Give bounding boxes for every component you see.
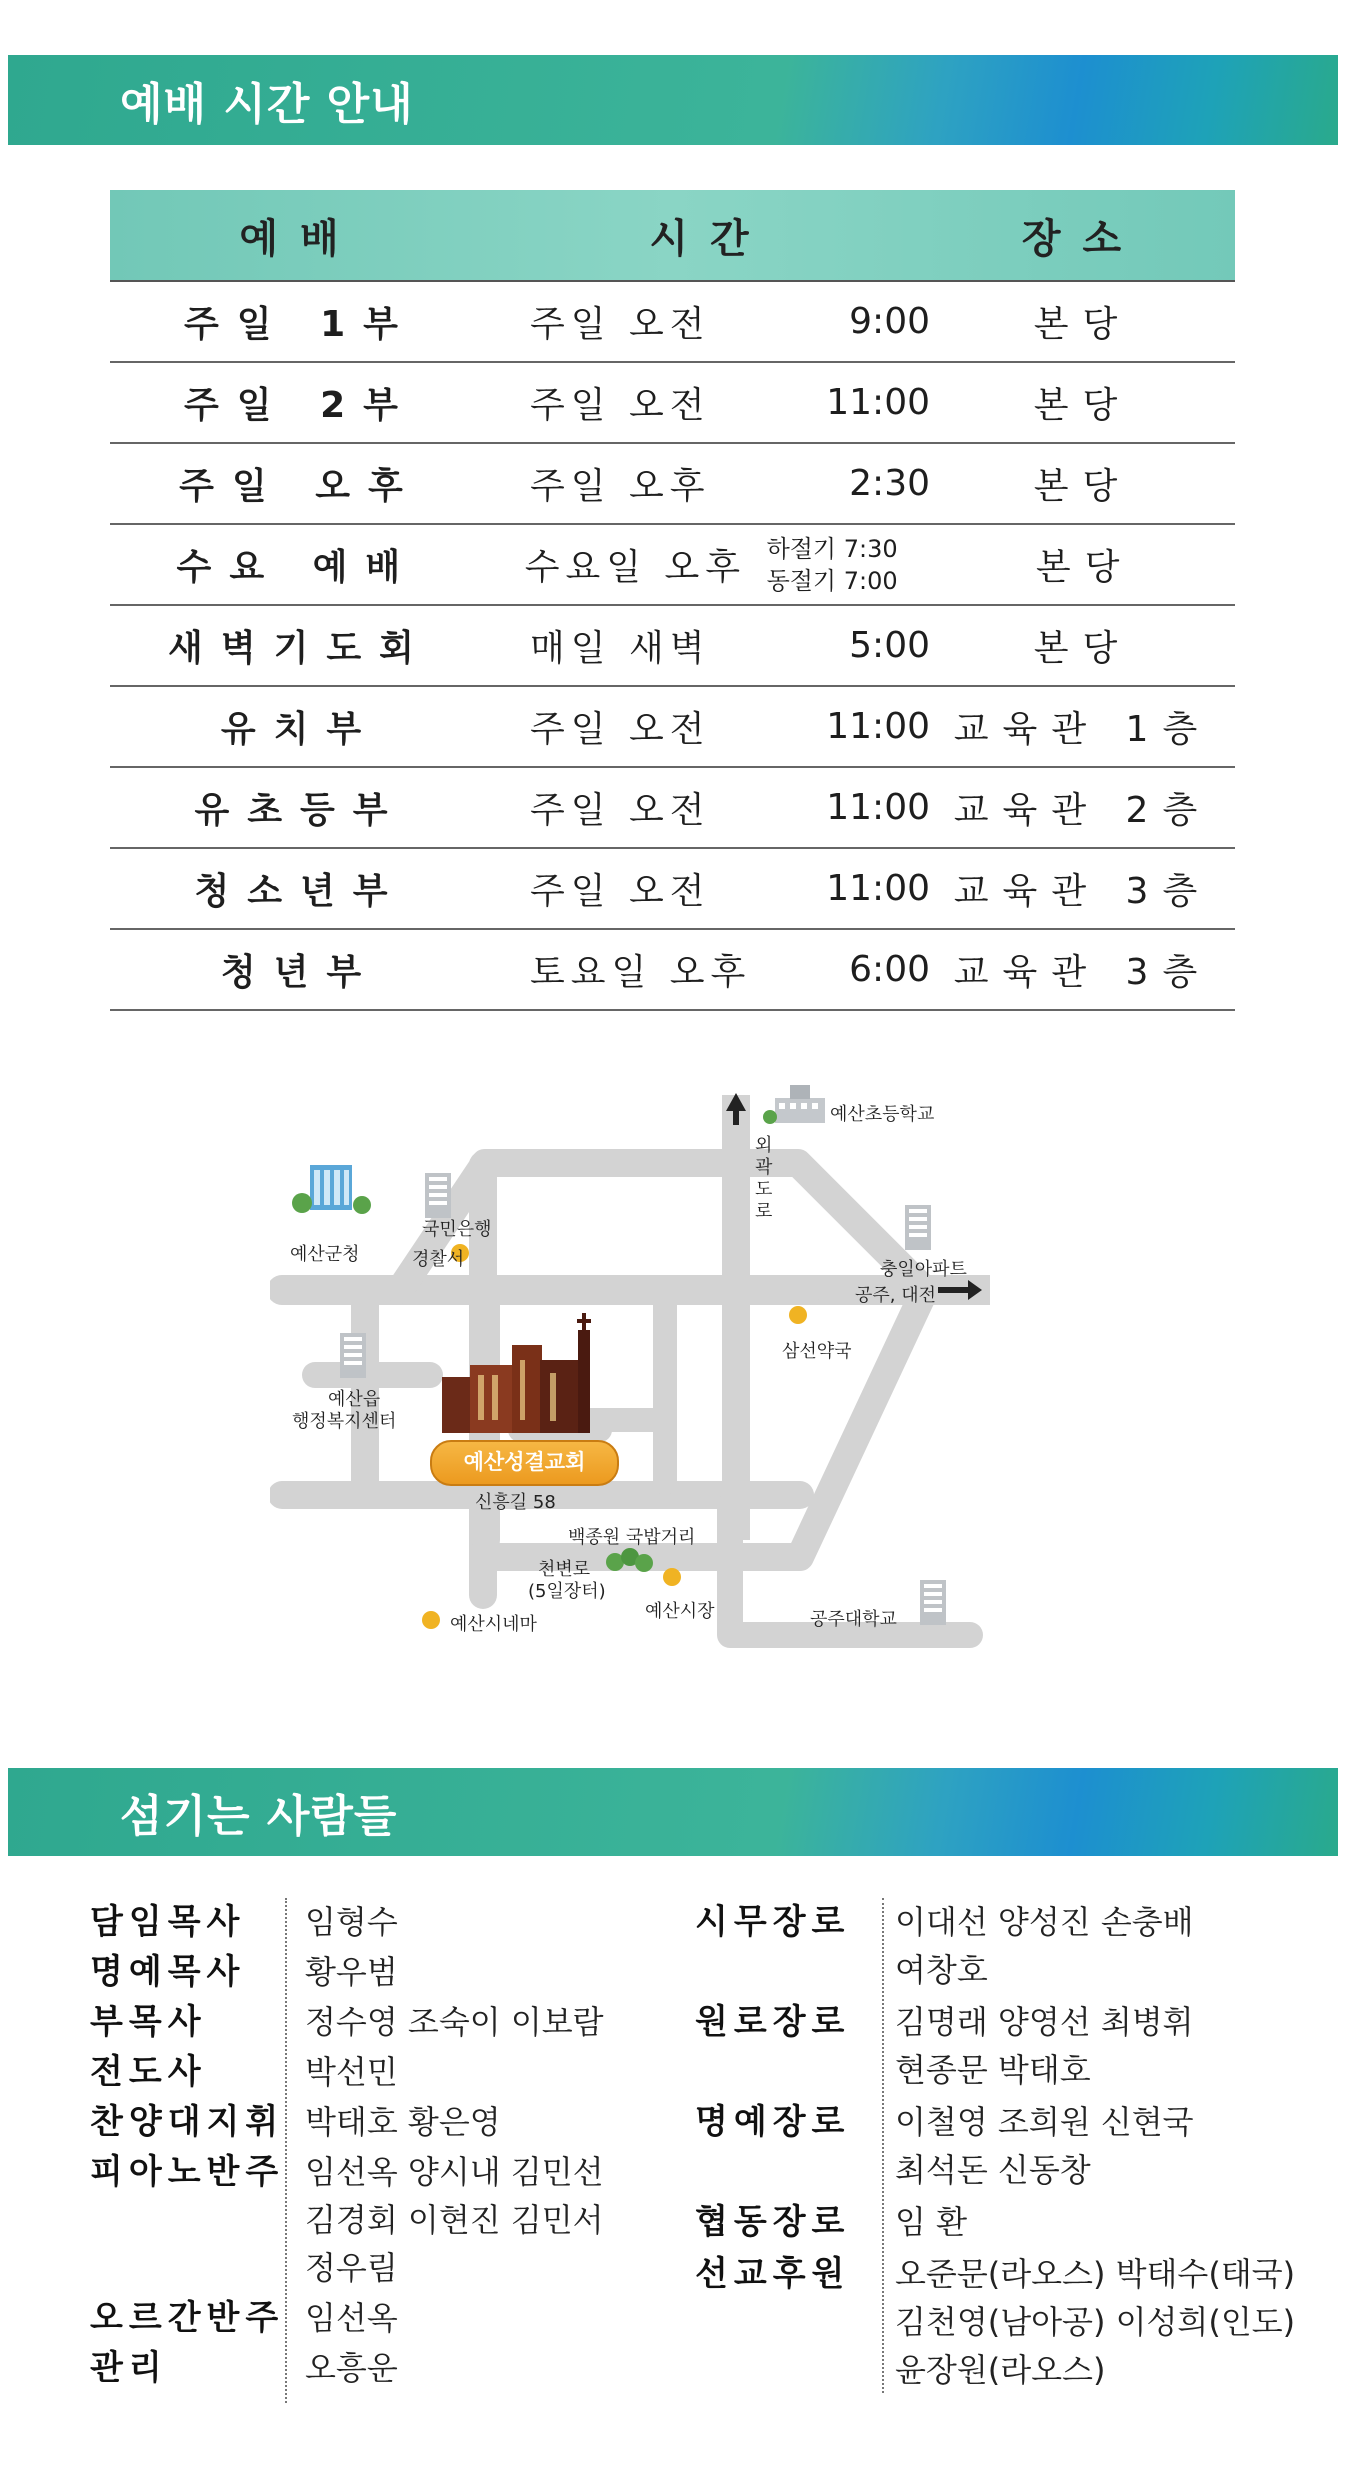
- service-place: 교육관 3층: [953, 952, 1212, 993]
- church-name-badge: 예산성결교회: [430, 1440, 619, 1486]
- service-time: 하절기 7:30 동절기 7:00: [766, 534, 898, 595]
- staff-row: [695, 1998, 1315, 2094]
- table-row: [110, 768, 1235, 849]
- staff-names: [270, 2098, 501, 2146]
- staff-list-right: [695, 1898, 1315, 2398]
- staff-role: 선교후원: [695, 2254, 851, 2294]
- map-label-riverside-market: (5일장터): [528, 1581, 606, 1602]
- header-time: 시간: [649, 215, 771, 262]
- service-day: 주일 오후: [530, 466, 711, 507]
- service-day: 수요일 오후: [524, 547, 747, 588]
- staff-row: [90, 1948, 650, 1996]
- map-label-county: 예산군청: [290, 1244, 360, 1265]
- service-day: 주일 오전: [530, 709, 711, 750]
- service-name: 주일 2부: [184, 385, 416, 426]
- service-place: 본당: [1033, 385, 1132, 426]
- service-time: 2:30: [849, 463, 930, 504]
- header-place: 장소: [1021, 215, 1144, 262]
- table-row: [110, 363, 1235, 444]
- staff-name-line: 박태호 황은영: [305, 2103, 501, 2141]
- service-name: 유치부: [220, 709, 380, 750]
- table-row: [110, 930, 1235, 1011]
- staff-name-line: 현종문 박태호: [895, 2051, 1091, 2089]
- staff-name-line: 오흥운: [305, 2349, 398, 2387]
- map-label-bank: 국민은행: [422, 1219, 492, 1240]
- map-label-school: 예산초등학교: [830, 1104, 935, 1125]
- staff-role: 명예장로: [695, 2102, 851, 2142]
- staff-role: 원로장로: [695, 2002, 851, 2042]
- service-time: 9:00: [849, 301, 930, 342]
- staff-row: [90, 1998, 650, 2046]
- map-label-apartment: 충일아파트: [880, 1259, 967, 1280]
- staff-names: [270, 1998, 604, 2046]
- table-row: [110, 687, 1235, 768]
- map-label-pharmacy: 삼선약국: [782, 1341, 852, 1362]
- staff-name-line: 정수영 조숙이 이보람: [305, 2003, 604, 2041]
- staff-name-line: 이철영 조희원 신현국: [895, 2103, 1194, 2141]
- service-place: 교육관 2층: [953, 790, 1212, 831]
- map-label-restaurant: 백종원 국밥거리: [568, 1527, 696, 1548]
- worship-schedule-table: [110, 190, 1235, 1011]
- staff-row: [695, 2250, 1315, 2394]
- staff-row: [90, 2098, 650, 2146]
- staff-names: [270, 2344, 398, 2392]
- table-header: [110, 190, 1235, 282]
- staff-name-line: 오준문(라오스) 박태수(태국): [895, 2255, 1296, 2293]
- staff-name-line: 김명래 양영선 최병휘: [895, 2003, 1194, 2041]
- service-name: 청년부: [220, 952, 380, 993]
- staff-row: [90, 2294, 650, 2342]
- staff-row: [695, 2098, 1315, 2194]
- service-name: 청소년부: [194, 871, 406, 912]
- map-label-police: 경찰서: [412, 1249, 465, 1270]
- service-day: 주일 오전: [530, 871, 711, 912]
- staff-names: [860, 2198, 967, 2246]
- service-time: 6:00: [849, 949, 930, 990]
- table-row: [110, 849, 1235, 930]
- table-row: [110, 444, 1235, 525]
- cinema-pin-icon: [422, 1611, 440, 1629]
- staff-names: [860, 1998, 1194, 2094]
- police-building-icon: [425, 1173, 451, 1218]
- staff-row: [90, 2148, 650, 2292]
- service-place: 본당: [1033, 304, 1132, 345]
- staff-names: [270, 2148, 604, 2292]
- service-time: 11:00: [826, 706, 930, 747]
- pharmacy-pin-icon: [789, 1306, 807, 1324]
- table-row: [110, 282, 1235, 363]
- service-day: 매일 새벽: [530, 628, 711, 669]
- map-label-office-line2: 행정복지센터: [292, 1411, 397, 1432]
- staff-row: [90, 2048, 650, 2096]
- service-time: 11:00: [826, 382, 930, 423]
- staff-banner: [8, 1768, 1338, 1856]
- staff-name-line: 김경회 이현진 김민서: [305, 2201, 604, 2239]
- map-label-cinema: 예산시네마: [450, 1614, 537, 1635]
- service-day: 토요일 오후: [530, 952, 752, 993]
- map-label-office-line1: 예산읍: [328, 1389, 381, 1410]
- school-building-icon: [763, 1085, 825, 1124]
- staff-names: [270, 2294, 398, 2342]
- service-name: 유초등부: [194, 790, 406, 831]
- staff-name-line: 임형수: [305, 1903, 398, 1941]
- university-building-icon: [920, 1580, 946, 1625]
- staff-row: [695, 2198, 1315, 2246]
- staff-role: 오르간반주: [90, 2298, 285, 2338]
- service-name: 주일 오후: [179, 466, 421, 507]
- map-label-road: 외곽도로: [755, 1135, 773, 1222]
- county-office-icon: [292, 1165, 371, 1214]
- service-day: 주일 오전: [530, 304, 711, 345]
- staff-name-line: 최석돈 신동창: [895, 2151, 1091, 2189]
- staff-names: [270, 2048, 398, 2096]
- worship-section-title: 예배 시간 안내: [120, 79, 414, 130]
- staff-name-line: 임선옥: [305, 2299, 398, 2337]
- staff-role: 전도사: [90, 2052, 207, 2092]
- map-label-direction: 공주, 대전: [855, 1285, 936, 1306]
- map-label-university: 공주대학교: [810, 1609, 897, 1630]
- service-name: 새벽기도회: [168, 628, 432, 669]
- staff-name-line: 박선민: [305, 2053, 398, 2091]
- worship-banner: [8, 55, 1338, 145]
- staff-list-left: [90, 1898, 650, 2394]
- market-pin-icon: [663, 1568, 681, 1586]
- staff-names: [270, 1948, 398, 1996]
- staff-names: [860, 1898, 1194, 1994]
- service-place: 본당: [1035, 547, 1134, 588]
- staff-role: 명예목사: [90, 1952, 246, 1992]
- staff-row: [695, 1898, 1315, 1994]
- staff-name-line: 황우범: [305, 1953, 398, 1991]
- service-time: 11:00: [826, 868, 930, 909]
- map-label-market: 예산시장: [645, 1601, 715, 1622]
- staff-role: 관리: [90, 2348, 168, 2388]
- table-row: [110, 606, 1235, 687]
- service-time: 11:00: [826, 787, 930, 828]
- service-place: 본당: [1033, 628, 1132, 669]
- header-service: 예배: [239, 215, 361, 262]
- apartment-building-icon: [905, 1205, 931, 1250]
- staff-name-line: 윤장원(라오스): [895, 2351, 1106, 2389]
- service-place: 본당: [1033, 466, 1132, 507]
- admin-center-icon: [340, 1333, 366, 1378]
- staff-row: [90, 2344, 650, 2392]
- church-building-icon: [442, 1313, 591, 1433]
- service-day: 주일 오전: [530, 790, 711, 831]
- staff-name-line: 김천영(남아공) 이성희(인도): [895, 2303, 1296, 2341]
- staff-section-title: 섬기는 사람들: [120, 1791, 398, 1842]
- service-place: 교육관 1층: [953, 709, 1212, 750]
- staff-names: [860, 2098, 1194, 2194]
- service-name: 주일 1부: [184, 304, 416, 345]
- location-map: [270, 1075, 990, 1675]
- staff-role: 피아노반주: [90, 2152, 285, 2192]
- staff-role: 부목사: [90, 2002, 207, 2042]
- staff-role: 찬양대지휘: [90, 2102, 285, 2142]
- map-label-riverside: 천변로: [538, 1559, 591, 1580]
- table-row: [110, 525, 1235, 606]
- staff-name-line: 이대선 양성진 손충배: [895, 1903, 1194, 1941]
- staff-names: [270, 1898, 398, 1946]
- staff-row: [90, 1898, 650, 1946]
- map-label-address: 신흥길 58: [475, 1492, 556, 1513]
- staff-name-line: 임선옥 양시내 김민선: [305, 2153, 604, 2191]
- staff-role: 담임목사: [90, 1902, 246, 1942]
- staff-name-line: 여창호: [895, 1951, 988, 1989]
- staff-names: [860, 2250, 1295, 2394]
- service-day: 주일 오전: [530, 385, 711, 426]
- service-name: 수요 예배: [176, 547, 419, 588]
- road-map-graphic: [270, 1075, 990, 1675]
- staff-role: 협동장로: [695, 2202, 851, 2242]
- staff-name-line: 임 환: [895, 2203, 967, 2241]
- staff-role: 시무장로: [695, 1902, 851, 1942]
- outer-road: [722, 1095, 750, 1540]
- service-time: 5:00: [849, 625, 930, 666]
- staff-name-line: 정우림: [305, 2249, 398, 2287]
- service-place: 교육관 3층: [953, 871, 1212, 912]
